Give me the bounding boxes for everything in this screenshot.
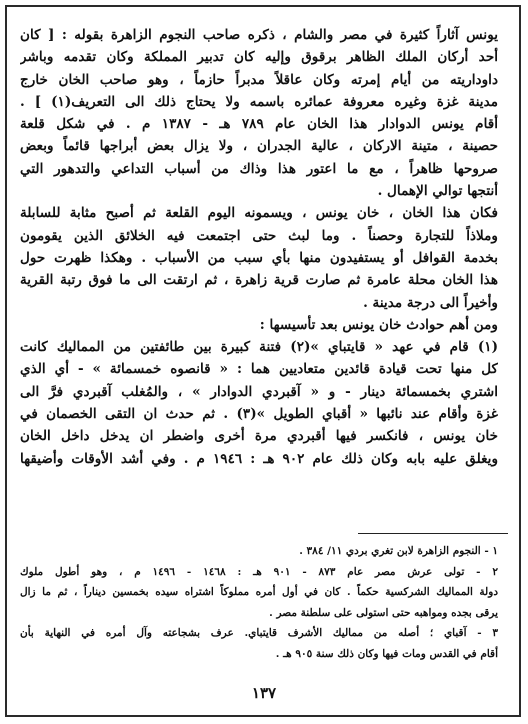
text-line: أقام يونس الدوادار هذا الخان عام ٧٨٩ هـ - ١٣٨٧ م . في شكل قلعة [20,116,498,133]
text-line: حصينة ، متينة الاركان ، عالية الجدران ، ولا يزال بعض أبراجها قائماً وبعض [20,138,498,155]
text-line: خان يونس ، فانكسر فيها أقبردي مرة أخرى واضطر ان يدخل داخل الخان [20,428,498,445]
footnote-line: ٣ - آقباي ؛ أصله من مماليك الأشرف قايتباي. عرف بشجاعته وآل أمره في النهاية بأن [20,627,498,639]
text-line: يونس آثاراً كثيرة في مصر والشام ، ذكره صاحب النجوم الزاهرة بقوله : [ كان [20,27,498,43]
text-line: اشتري بخمسمائة دينار - و « آقبردي الدوادار » ، والمُغلب آقبردي فرَّ الى [20,383,498,400]
text-line: هذا الخان محلة عامرة ثم صارت قرية زاهرة ، ثم ارتقت الى ما فوق رتبة القرية [20,272,498,289]
text-line: وملاذاً للتجارة وحصناً . وما لبث حتى اجتمعت فيه الخلائق الذين يقومون [20,227,498,244]
footnote-line: ٢ - تولى عرش مصر عام ٨٧٣ - ٩٠١ هـ : ١٤٦٨ - ١٤٩٦ م ، وهو أطول ملوك [20,565,498,578]
main-text [20,24,498,470]
footnotes [20,541,498,664]
text-line: داوداريته من أيام إمرته وكان عاقلاً مدبراً حازماً ، وهو صاحب الخان خارج [20,71,498,88]
page-number: ١٣٧ [251,684,277,702]
footnote-line: دولة المماليك الشركسية حكماً . كان في أول أمره مملوكاً اشتراه سيده بخمسين ديناراً ، ثم ما زال [20,586,498,598]
footnote-line: يرقى بجده ومواهبه حتى استولى على سلطنة مصر . [269,606,498,619]
footnote-line: ١ - النجوم الزاهرة لابن تغري بردي ١١/ ٣٨٤ . [299,545,498,557]
text-line: ومن أهم حوادث خان يونس بعد تأسيسها : [259,316,498,333]
text-line: مدينة غزة وغيره معروفة عمائره باسمه ولا يحتاج ذلك الى التعريف(١) ] . [20,93,498,110]
footnote-line: أقام في القدس ومات فيها وكان ذلك سنة ٩٠٥ هـ . [275,647,498,660]
text-line: أحد أركان الملك الظاهر برقوق وإليه كان تدبير المملكة وكان تقدمه وباشر [20,49,498,66]
text-line: صروحها ظاهراً ، مع ما اعتور هذا وذاك من أسباب التداعي والتدهور التي [20,160,498,177]
text-line: فكان هذا الخان ، خان يونس ، ويسمونه اليوم القلعة ثم أصبح مثابة للسابلة [20,205,498,222]
text-line: وأخيراً الى درجة مدينة . [363,294,498,311]
text-line: كل منها تحت قيادة قائدين متعاديين هما : « قانصوه خمسمائة » - أي الذي [20,361,498,378]
text-line: أنتجها توالي الإهمال . [377,183,498,200]
text-line: ويغلق عليه بابه وكان ذلك عام ٩٠٢ هـ : ١٩٤٦ م . وفي أشد الأوقات وأضيقها [20,450,498,467]
footnote-separator [358,533,508,534]
text-line: غزة وأقام عند نائبها « أقباي الطويل »(٣) . ثم حدث ان التقى الخصمان في [20,406,498,423]
text-line: بخدمة القوافل أو يستفيدون منها بأي سبب من الأسباب . وهكذا ظهرت حول [20,249,498,266]
text-line: (١) قام في عهد « قايتباي »(٢) فتنة كبيرة بين طائفتين من المماليك كانت [20,339,498,356]
